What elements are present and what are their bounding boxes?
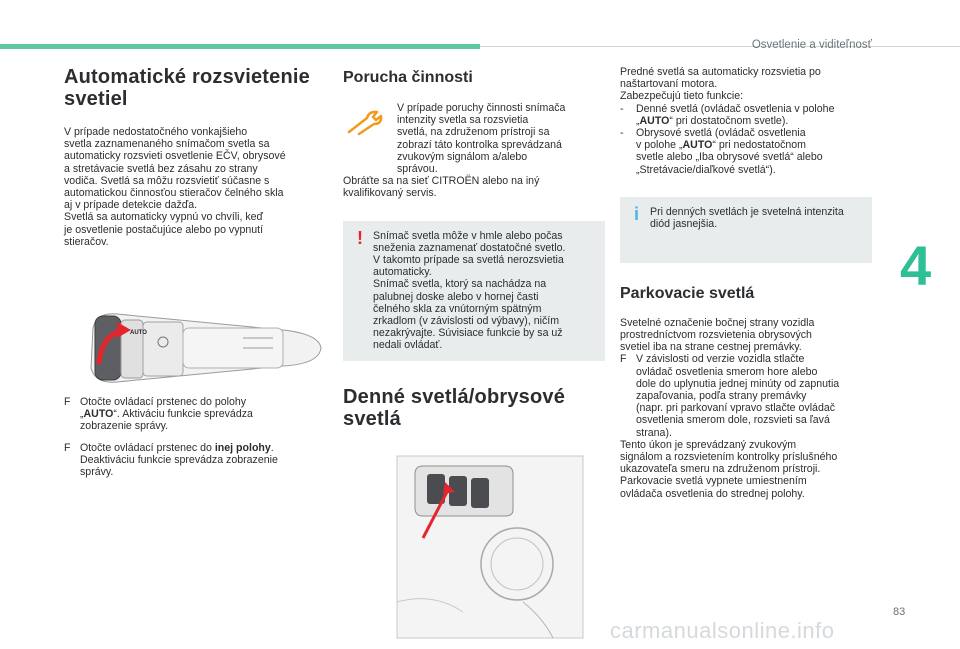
header-divider xyxy=(480,46,960,47)
malfunction-icon-text: V prípade poruchy činnosti snímača intenzity svetla sa rozsvietia svetlá, na združenom prístroji sa zobrazí táto kontrolka sprevádzaná zvukovým signálom a/alebo správou. xyxy=(397,102,566,176)
malfunction-title: Porucha činnosti xyxy=(343,69,473,86)
info-icon: i xyxy=(634,203,640,224)
light-stalk-drawing xyxy=(83,308,323,388)
bullet-marker: F xyxy=(64,396,71,408)
list-item: - Obrysové svetlá (ovládač osvetlenia v polohe „AUTO“ pri nedostatočnom svetle alebo „Iba obrysové svetlá“ alebo „Stretávacie/diaľkové svetlá“). xyxy=(620,127,823,176)
sensor-warning-text: Snímač svetla môže v hmle alebo počas sneženia zaznamenať dostatočné svetlo. V takomto prípade sa svetlá nerozsvietia automaticky. Snímač svetla, ktorý sa nachádza na palubnej doske alebo v hornej časti čelného skla za vnútorným spätným zrkadlom (v závislosti od výbavy), ničím nezakrývajte. Súvisiace funkcie by sa už nedali ovládať. xyxy=(373,229,566,352)
list-item: F V závislosti od verzie vozidla stlačte ovládač osvetlenia smerom hore alebo dole do uplynutia jednej minúty od zapnutia zapaľovania, podľa strany premávky (napr. pri parkovaní vpravo stlačte ovládač osvetlenia smerom dole, rozsvieti sa ľavá strana). xyxy=(620,353,840,439)
daylight-intro: Predné svetlá sa automaticky rozsvietia po naštartovaní motora. Zabezpečujú tieto funkcie: xyxy=(620,66,821,103)
light-stalk-illustration xyxy=(83,308,323,388)
sensor-warning-box xyxy=(343,221,605,361)
daylight-functions-list xyxy=(620,103,880,176)
malfunction-icon-block xyxy=(343,102,605,175)
stalk-auto-label: AUTO xyxy=(130,330,147,336)
daylight-column xyxy=(620,66,880,500)
daylight-title: Denné svetlá/obrysové svetlá xyxy=(343,385,566,430)
warning-icon: ! xyxy=(357,227,363,248)
chapter-number: 4 xyxy=(900,234,932,297)
auto-lighting-title: Automatické rozsvietenie svetiel xyxy=(64,66,310,110)
wrench-icon xyxy=(347,110,385,136)
auto-lighting-column xyxy=(64,66,326,248)
parking-lights-list xyxy=(620,353,880,438)
page-number: 83 xyxy=(893,606,906,618)
parking-lights-title: Parkovacie svetlá xyxy=(620,284,755,302)
bullet-marker: F xyxy=(64,441,71,454)
auto-lighting-body: V prípade nedostatočného vonkajšieho svetla zaznamenaného snímačom svetla sa automaticky rozsvieti osvetlenie EČV, obrysové a stretávacie svetlá bez zásahu zo strany vodiča. Svetlá sa môžu rozsvietiť súčasne s automatickou činnosťou stieračov čelného skla aj v prípade detekcie dažďa. Svetlá sa automaticky vypnú vo chvíli, keď je osvetlenie postačujúce alebo po vypnutí stieračov. xyxy=(64,126,286,248)
list-item: F Otočte ovládací prstenec do polohy „AUTO“. Aktiváciu funkcie sprevádza zobrazenie správy. xyxy=(64,396,253,433)
dashboard-switch-illustration xyxy=(393,452,589,642)
daylight-info-text: Pri denných svetlách je svetelná intenzita diód jasnejšia. xyxy=(650,205,844,231)
parking-lights-intro: Svetelné označenie bočnej strany vozidla prostredníctvom rozsvietenia obrysových svetiel iba na strane cestnej premávky. xyxy=(620,316,815,354)
malfunction-service-text: Obráťte sa na sieť CITROËN alebo na iný kvalifikovaný servis. xyxy=(343,175,540,200)
list-item: F Otočte ovládací prstenec do inej polohy. Deaktiváciu funkcie sprevádza zobrazenie správy. xyxy=(64,441,278,479)
malfunction-column xyxy=(343,66,605,430)
parking-lights-after: Tento úkon je sprevádzaný zvukovým signálom a rozsvietením kontrolky príslušného ukazovateľa smeru na združenom prístroji. Parkovacie svetlá vypnete umiestnením ovládača osvetlenia do strednej polohy. xyxy=(620,438,838,500)
list-item: - Denné svetlá (ovládač osvetlenia v polohe „AUTO“ pri dostatočnom svetle). xyxy=(620,102,835,127)
header-accent-bar xyxy=(0,44,480,49)
bullet-marker: F xyxy=(620,353,627,366)
auto-lighting-bullets xyxy=(64,396,326,478)
watermark: carmanualsonline.info xyxy=(610,618,835,643)
section-title: Osvetlenie a viditeľnosť xyxy=(751,39,872,51)
daylight-info-box xyxy=(620,197,872,263)
dashboard-switch-drawing xyxy=(393,452,589,642)
